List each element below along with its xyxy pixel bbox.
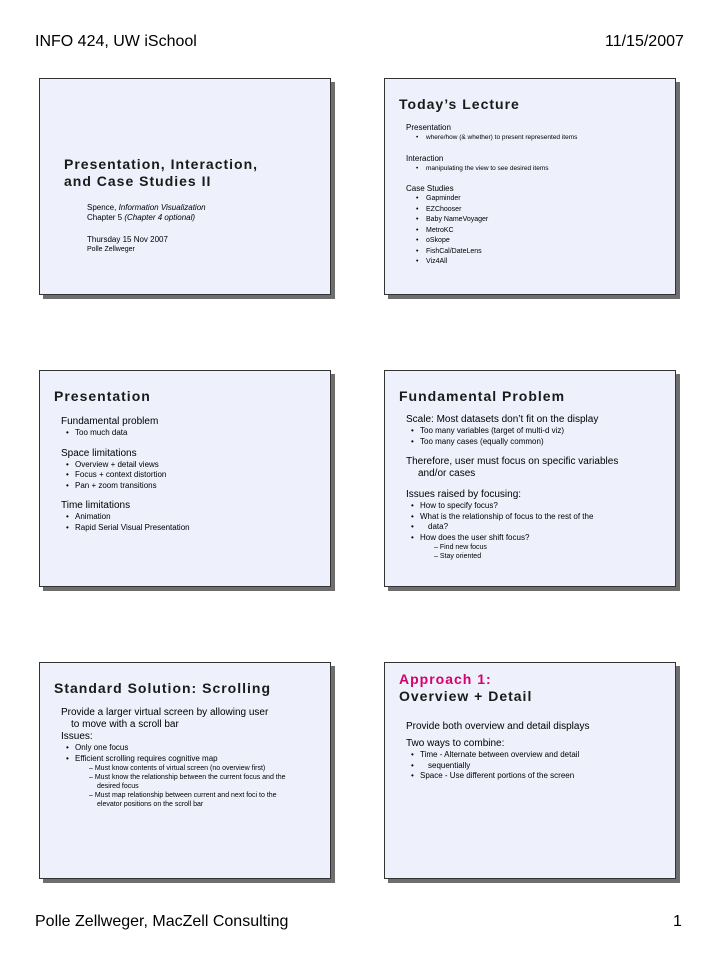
list-item-cont: • data? <box>406 522 671 533</box>
list-item: • Too much data <box>61 428 321 439</box>
reference-line: Spence, Information Visualization <box>87 203 206 212</box>
section-heading: Fundamental problem <box>61 416 159 427</box>
list-item: • How does the user shift focus? <box>406 533 671 544</box>
lecture-date: Thursday 15 Nov 2007 <box>87 235 168 244</box>
list-item: • oSkope <box>406 236 666 247</box>
slide-6-body <box>406 721 668 782</box>
slide-6-title: Approach 1: Overview + Detail <box>399 671 533 704</box>
list-item: • Viz4All <box>406 257 666 268</box>
page-header-course: INFO 424, UW iSchool <box>35 33 197 50</box>
section-heading: Presentation <box>406 123 451 132</box>
section-heading: Time limitations <box>61 500 131 511</box>
section-heading: Two ways to combine: <box>406 738 505 749</box>
chapter-line: Chapter 5 (Chapter 4 optional) <box>87 213 196 222</box>
section-heading: Case Studies <box>406 184 454 193</box>
page-footer-author: Polle Zellweger, MacZell Consulting <box>35 913 289 930</box>
list-item: • Efficient scrolling requires cognitive map <box>61 754 323 765</box>
slide-5 <box>39 662 331 879</box>
sub-list-item: – Must know contents of virtual screen (no overview first) <box>61 764 297 773</box>
list-item: • Gapminder <box>406 194 666 205</box>
slide-1-title: Presentation, Interaction, and Case Studies II <box>64 156 259 189</box>
list-item: • MetroKC <box>406 226 666 237</box>
section-heading: Therefore, user must focus on specific variables <box>406 456 619 467</box>
section-heading: Scale: Most datasets don’t fit on the display <box>406 414 599 425</box>
list-item: • Rapid Serial Visual Presentation <box>61 523 321 534</box>
list-item: • Overview + detail views <box>61 460 321 471</box>
list-item: • Only one focus <box>61 743 323 754</box>
slide-1 <box>39 78 331 295</box>
sub-list-item: – Must map relationship between current and next foci to the elevator positions on the scroll bar <box>61 791 297 809</box>
list-item: • Space - Use different portions of the screen <box>406 771 668 782</box>
list-item: • where/how (& whether) to present represented items <box>406 133 666 144</box>
section-heading: Interaction <box>406 153 444 163</box>
slide-2-title: Today’s Lecture <box>399 96 520 112</box>
list-item: • How to specify focus? <box>406 501 671 512</box>
section-heading-cont: and/or cases <box>418 468 476 479</box>
slide-2-body <box>406 123 666 268</box>
list-item-cont: • sequentially <box>406 761 668 772</box>
page-header-date: 11/15/2007 <box>605 33 684 50</box>
list-item: • What is the relationship of focus to the rest of the <box>406 512 671 523</box>
slide-4 <box>384 370 676 587</box>
section-heading: Space limitations <box>61 447 137 459</box>
list-item: • FishCal/DateLens <box>406 247 666 258</box>
presenter-name: Polle Zellweger <box>87 246 135 253</box>
list-item: • Pan + zoom transitions <box>61 481 321 492</box>
intro-line-cont: to move with a scroll bar <box>71 719 179 730</box>
page-number: 1 <box>673 913 682 930</box>
section-heading: Issues raised by focusing: <box>406 489 522 500</box>
slide-3-title: Presentation <box>54 388 151 404</box>
slide-3-body <box>61 416 321 533</box>
intro-line: Provide both overview and detail displays <box>406 721 590 732</box>
sub-list-item: – Stay oriented <box>406 552 671 561</box>
section-heading: Issues: <box>61 731 93 742</box>
sub-list-item: – Find new focus <box>406 543 671 552</box>
slide-3 <box>39 370 331 587</box>
slide-4-title: Fundamental Problem <box>399 388 566 404</box>
list-item: • manipulating the view to see desired items <box>406 164 666 175</box>
list-item: • EZChooser <box>406 205 666 216</box>
list-item: • Too many variables (target of multi-d viz) <box>406 426 671 437</box>
slide-2 <box>384 78 676 295</box>
list-item: • Time - Alternate between overview and detail <box>406 750 668 761</box>
list-item: • Too many cases (equally common) <box>406 437 671 448</box>
slide-4-body <box>406 414 671 561</box>
slide-5-body <box>61 707 323 809</box>
list-item: • Animation <box>61 512 321 523</box>
slide-6 <box>384 662 676 879</box>
sub-list-item: – Must know the relationship between the current focus and the desired focus <box>61 773 297 791</box>
list-item: • Focus + context distortion <box>61 470 321 481</box>
intro-line: Provide a larger virtual screen by allowing user <box>61 707 269 718</box>
slide-5-title: Standard Solution: Scrolling <box>54 680 271 696</box>
list-item: • Baby NameVoyager <box>406 215 666 226</box>
slide-1-body <box>87 203 317 255</box>
